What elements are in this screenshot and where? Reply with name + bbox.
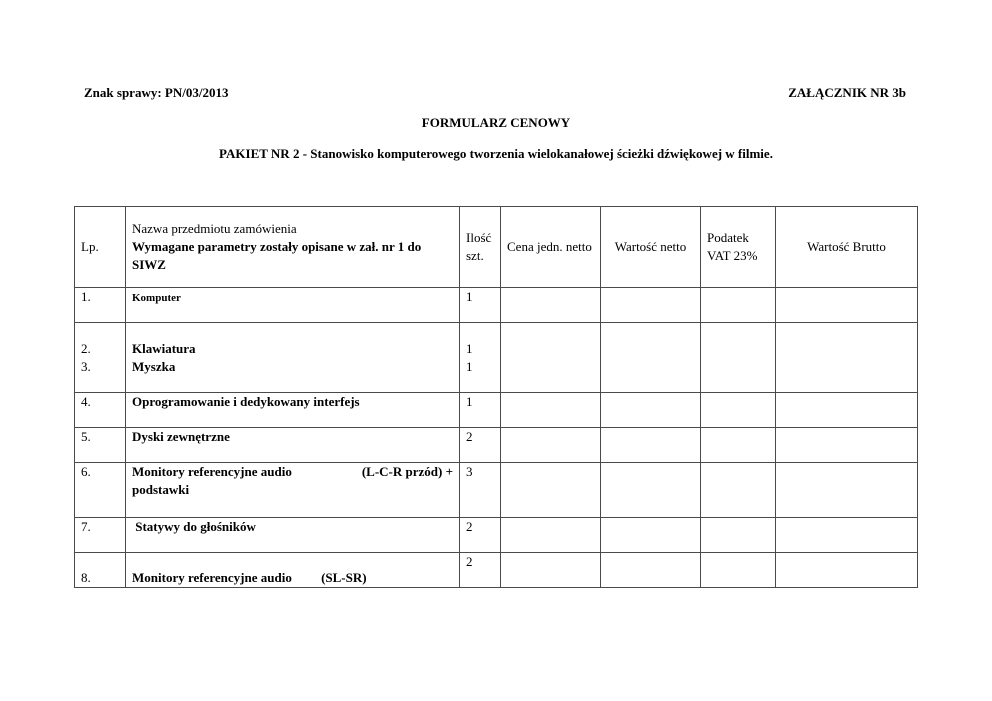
row-unit-price <box>501 393 601 428</box>
row-name <box>126 463 460 518</box>
row-qty: 2 <box>460 518 501 553</box>
row-net-value <box>601 553 701 588</box>
table-row <box>75 323 918 358</box>
row-gross-value <box>776 553 918 588</box>
row-gross-value <box>776 518 918 553</box>
row-name <box>126 428 460 463</box>
row-name-text: Myszka <box>132 358 176 374</box>
col-header-name-line1: Nazwa przedmiotu zamówienia <box>132 221 297 236</box>
row-qty: 1 <box>460 393 501 428</box>
row-vat <box>701 553 776 588</box>
row-name-text: Oprogramowanie i dedykowany interfejs <box>132 394 360 409</box>
row-unit-price <box>501 428 601 463</box>
row-name <box>126 323 460 358</box>
row-name-text: Klawiatura <box>132 340 196 356</box>
row-lp: 7. <box>75 518 126 553</box>
table-row <box>75 518 918 553</box>
document-subtitle: PAKIET NR 2 - Stanowisko komputerowego tworzenia wielokanałowej ścieżki dźwiękowej w filmie. <box>219 146 773 161</box>
col-header-qty: Ilość szt. <box>460 207 501 288</box>
row-net-value <box>601 323 701 393</box>
document-title: FORMULARZ CENOWY <box>421 115 571 130</box>
row-gross-value <box>776 463 918 518</box>
row-qty: 1 <box>460 288 501 323</box>
row-gross-value <box>776 323 918 393</box>
row-unit-price <box>501 518 601 553</box>
row-lp: 8. <box>75 553 126 588</box>
row-name-text: Komputer <box>132 292 181 304</box>
attachment-label: ZAŁĄCZNIK NR 3b <box>788 85 906 100</box>
row-net-value <box>601 288 701 323</box>
row-name-text: Dyski zewnętrzne <box>132 429 230 444</box>
row-gross-value <box>776 288 918 323</box>
row-name <box>126 553 460 588</box>
row-net-value <box>601 518 701 553</box>
row-name <box>126 358 460 393</box>
row-vat <box>701 393 776 428</box>
row-vat <box>701 323 776 393</box>
row-vat <box>701 288 776 323</box>
row-net-value <box>601 393 701 428</box>
row-name-extra: (SL-SR) <box>321 570 367 585</box>
row-vat <box>701 428 776 463</box>
row-name <box>126 288 460 323</box>
row-qty: 2 <box>460 553 501 588</box>
row-unit-price <box>501 288 601 323</box>
row-name-extra: (L-C-R przód) + <box>361 464 453 479</box>
row-name-text: Statywy do głośników <box>132 519 256 534</box>
row-vat <box>701 463 776 518</box>
row-gross-value <box>776 428 918 463</box>
row-lp: 4. <box>75 393 126 428</box>
col-header-gross-value: Wartość Brutto <box>776 207 918 288</box>
case-number: Znak sprawy: PN/03/2013 <box>84 85 229 100</box>
row-qty: 3 <box>460 463 501 518</box>
row-net-value <box>601 428 701 463</box>
row-unit-price <box>501 463 601 518</box>
row-qty: 1 <box>460 358 501 393</box>
row-qty: 1 <box>460 323 501 358</box>
row-name <box>126 393 460 428</box>
col-header-name-line2: Wymagane parametry zostały opisane w zał. nr 1 do SIWZ <box>132 239 422 272</box>
table-row <box>75 288 918 323</box>
price-table <box>74 206 918 588</box>
table-row <box>75 393 918 428</box>
row-name-text: Monitory referencyjne audio <box>132 464 292 479</box>
table-row <box>75 463 918 518</box>
table-header-row <box>75 207 918 288</box>
row-lp: 6. <box>75 463 126 518</box>
row-vat <box>701 518 776 553</box>
row-unit-price <box>501 323 601 393</box>
row-lp: 5. <box>75 428 126 463</box>
row-lp: 1. <box>75 288 126 323</box>
col-header-lp: Lp. <box>75 207 126 288</box>
row-gross-value <box>776 393 918 428</box>
row-unit-price <box>501 553 601 588</box>
row-name-line1 <box>132 463 453 481</box>
table-row <box>75 553 918 588</box>
col-header-vat: Podatek VAT 23% <box>701 207 776 288</box>
row-qty: 2 <box>460 428 501 463</box>
row-name-text: Monitory referencyjne audio <box>132 570 292 585</box>
row-net-value <box>601 463 701 518</box>
col-header-unit-price: Cena jedn. netto <box>501 207 601 288</box>
row-lp: 2. <box>75 323 126 358</box>
row-name <box>126 518 460 553</box>
col-header-net-value: Wartość netto <box>601 207 701 288</box>
table-row <box>75 428 918 463</box>
row-name-line2: podstawki <box>132 482 190 497</box>
col-header-name <box>126 207 460 288</box>
row-lp: 3. <box>75 358 126 393</box>
